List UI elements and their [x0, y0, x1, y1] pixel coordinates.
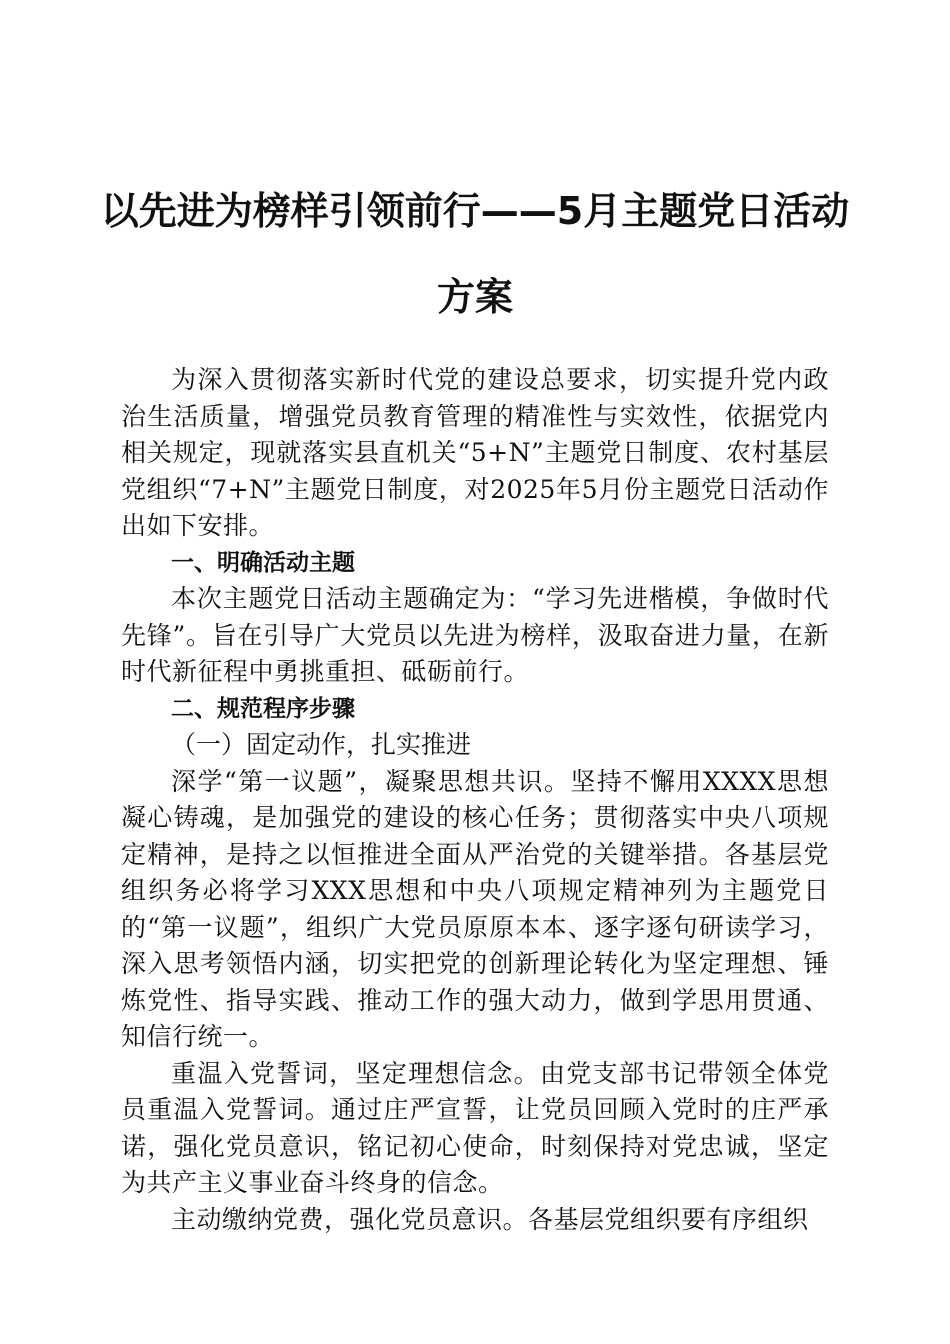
section-1-heading: 一、明确活动主题: [171, 549, 355, 576]
title-line-2: 方案: [436, 275, 513, 319]
oath-paragraph: 重温入党誓词，坚定理想信念。由党支部书记带领全体党员重温入党誓词。通过庄严宣誓，让党员回顾入党时的庄严承诺，强化党员意识，铭记初心使命，时刻保持对党忠诚，坚定为共产主义事业奋斗终身的信念。: [121, 1058, 829, 1197]
section-2-heading: 二、规范程序步骤: [171, 695, 355, 722]
intro-paragraph: 为深入贯彻落实新时代党的建设总要求，切实提升党内政治生活质量，增强党员教育管理的精准性与实效性，依据党内相关规定，现就落实县直机关“5+N”主题党日制度、农村基层党组织“7+N”主题党日制度，对2025年5月份主题党日活动作出如下安排。: [121, 365, 829, 540]
fee-paragraph: 主动缴纳党费，强化党员意识。各基层党组织要有序组织: [171, 1204, 809, 1234]
section-1-paragraph: 本次主题党日活动主题确定为：“学习先进楷模，争做时代先锋”。旨在引导广大党员以先进为榜样，汲取奋进力量，在新时代新征程中勇挑重担、砥砺前行。: [121, 584, 829, 686]
document-title: [100, 168, 850, 340]
document-body: [121, 362, 829, 1238]
title-line-1: 以先进为榜样引领前行——5月主题党日活动: [100, 189, 850, 233]
subsection-1-heading: （一）固定动作，扎实推进: [171, 730, 472, 759]
study-paragraph: 深学“第一议题”，凝聚思想共识。坚持不懈用XXXX思想凝心铸魂，是加强党的建设的核心任务；贯彻落实中央八项规定精神，是持之以恒推进全面从严治党的关键举措。各基层党组织务必将学习XXX思想和中央八项规定精神列为主题党日的“第一议题”，组织广大党员原原本本、逐字逐句研读学习，深入思考领悟内涵，切实把党的创新理论转化为坚定理想、锤炼党性、指导实践、推动工作的强大动力，做到学思用贯通、知信行统一。: [121, 766, 829, 1051]
